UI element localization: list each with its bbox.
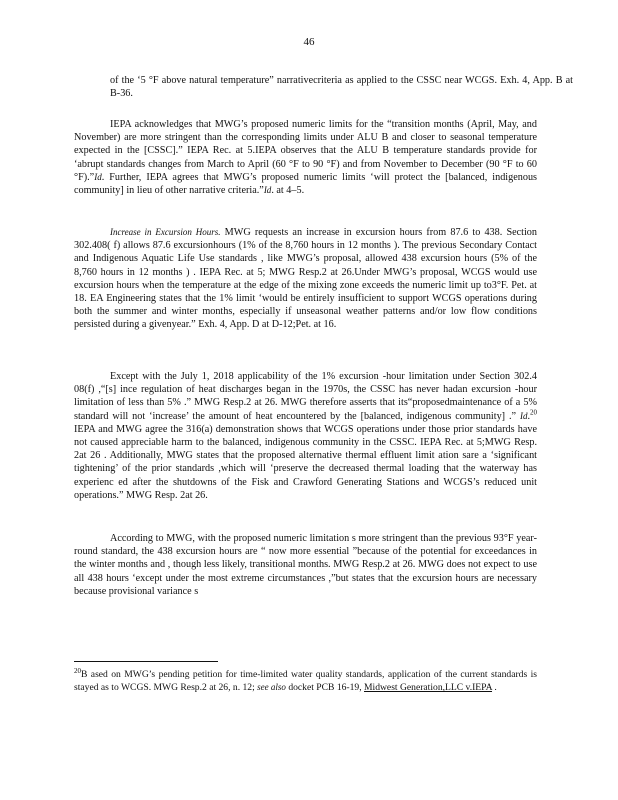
id-cite-2: Id [263,185,272,196]
footnote-20 [74,668,537,694]
paragraph-1-text-b: . Further, IEPA agrees that MWG’s proposed numeric limits ‘will protect the [balanced, indigenous community] in lieu of other narrative criteria.” [74,171,537,197]
paragraph-0: of the ‘5 °F above natural temperature” narrativecriteria as applied to the CSSC near WCGS. Exh. 4, App. B at B-36. [110,75,573,100]
paragraph-2 [74,226,537,332]
paragraph-3-text: Except with the July 1, 2018 applicability of the 1% excursion -hour limitation under Section 302.4 08(f) ,“[s] ince regulation of heat discharges began in the 1970s, the CSSC has never hadan excursion -hour limitation of less than 5% .” MWG Resp.2 at 26. MWG therefore asserts that its“proposedmaintenance of a 5% standard will not ‘increase’ the amount of heat encountered by the [balanced, indigenous community] .” [74,371,537,422]
footnote-text: B ased on MWG’s pending petition for time-limited water quality standards, application of the current standards is stayed as to WCGS. MWG Resp.2 at 26, n. 12; [74,669,537,693]
footnote-divider [74,661,218,662]
page-number: 46 [303,36,315,48]
paragraph-1 [74,118,537,197]
quoted-continuation [74,74,573,100]
paragraph-3: Except with the July 1, 2018 applicability of the 1% excursion -hour limitation under Section 302.4 08(f) ,“[s] ince regulation of heat discharges began in the 1970s, the CSSC has never hadan excursion -hour limitation of less than 5% .” MWG Resp.2 at 26. MWG therefore asserts that its“proposedmaintenance of a 5% standard will not ‘increase’ the amount of heat encountered by the [balanced, indigenous community] .” Id.$^{20}$ IEPA and MWG agree the 316(a) demonstration shows that WCGS operations under those prior standards have not caused appreciable harm to the balanced, indigenous community in the CSSC. IEPA Rec. at 5;MWG Resp. 2at 26 . Additionally, MWG states that the proposed alternative thermal effluent limit ation sare a ‘significant tightening’ of the prior standards ,which will ‘preserve the decreased thermal loading that the waterway has experienc ed after the shutdowns of the Fisk and Crawford Generating Stations and WCGS’s reduced unit operations.” MWG Resp. 2at 26. [74,371,537,501]
footnote-ref-20[interactable]: 20 [530,408,537,417]
id-cite-3: Id [519,410,528,421]
footnote-number: 20 [74,666,81,675]
id-cite: Id [94,171,102,182]
paragraph-1-text: IEPA acknowledges that MWG’s proposed numeric limits for the “transition months (April, May, and November) are more stringent than the corresponding limits under ALU B and closer to seasonal temperature expected in the [CSSC].” IEPA Rec. at 5.IEPA observes that the ALU B temperature standards provide for ‘abrupt standards changes from March to April (60 °F to 90 °F) and from November to December (90 °F to 60 °F).” [74,119,537,183]
paragraph-4 [74,532,537,598]
section-heading-excursion-hours: Increase in Excursion Hours. [110,227,221,237]
paragraph-2-text: MWG requests an increase in excursion hours from 87.6 to 438. Section 302.408( f) allows 87.6 excursionhours (1% of the 8,760 hours in 12 months ). The previous Secondary Contact and Indigenous Aquatic Life Use standards , like MWG’s proposal, allowed 438 excursion hours (5% of the 8,760 hours in 12 months ) . IEPA Rec. at 5; MWG Resp.2 at 26.Under MWG’s proposal, WCGS would use excursion hours when the temperature at the edge of the mixing zone exceeds the numeric limit up to3°F. Pet. at 18. EA Engineering states that the 1% limit ‘would be entirely insufficient to support WCGS operations during both the summer and winter months, especially if unseasonal weather patterns and/or low flow conditions persisted during a givenyear.” Exh. 4, App. D at D-12;Pet. at 16. [74,227,537,331]
paragraph-3-text-b: IEPA and MWG agree the 316(a) demonstration shows that WCGS operations under those prior standards have not caused appreciable harm to the balanced, indigenous community in the CSSC. IEPA Rec. at 5;MWG Resp. 2at 26 . Additionally, MWG states that the proposed alternative thermal effluent limit ation sare a ‘significant tightening’ of the prior standards ,which will ‘preserve the decreased thermal loading that the waterway has experienc ed after the shutdowns of the Fisk and Crawford Generating Stations and WCGS’s reduced unit operations.” MWG Resp. 2at 26. [74,423,537,501]
footnote-text-c: . [492,682,497,693]
paragraph-1-text-c: . at 4–5. [271,185,305,197]
paragraph-4-text: According to MWG, with the proposed numeric limitation s more stringent than the previous 93°F year-round standard, the 438 excursion hours are “ now more essential ”because of the potential for exceedances in the winter months and , though less likely, transitional months. MWG Resp.2 at 26. MWG does not expect to use all 438 hours ‘except under the most extreme circumstances ,”but states that the excursion hours are necessary because provisional variance s [74,533,537,597]
footnote-text-b: docket PCB 16-19, [285,682,365,693]
footnote-see-also: see also [257,682,286,692]
footnote-case-name: Midwest Generation,LLC v.IEPA [364,682,493,693]
